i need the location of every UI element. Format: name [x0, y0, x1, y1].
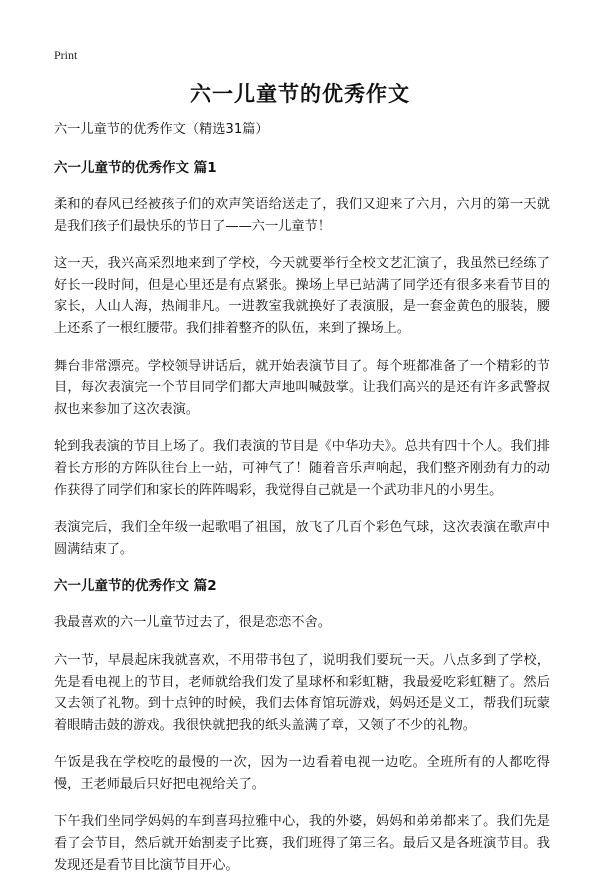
essay-section-2: [54, 576, 550, 876]
paragraph: 表演完后，我们全年级一起歌唱了祖国，放飞了几百个彩色气球，这次表演在歌声中圆满结束了。: [54, 520, 550, 557]
section-heading: 六一儿童节的优秀作文 篇1: [54, 160, 217, 176]
paragraph: 下午我们坐同学妈妈的车到喜玛拉雅中心，我的外婆，妈妈和弟弟都来了。我们先是看了会节目，然后就开始割麦子比赛，我们班得了第三名。最后又是各班演节目。我发现还是看节目比演节目开心。: [54, 814, 550, 873]
section-heading: 六一儿童节的优秀作文 篇2: [54, 578, 217, 595]
paragraph: 六一节，早晨起床我就喜欢，不用带书包了，说明我们要玩一天。八点多到了学校，先是看电视上的节目，老师就给我们发了星球杯和彩虹糖，我最爱吃彩虹糖了。然后又去领了礼物。到十点钟的时候，我们去体育馆玩游戏，妈妈还是义工，帮我们玩蒙着眼睛击鼓的游戏。我很快就把我的纸头盖满了章，又领了不少的礼物。: [54, 652, 550, 733]
essay-section-1: [54, 158, 550, 560]
paragraph: 轮到我表演的节目上场了。我们表演的节目是《中华功夫》。总共有四十个人。我们排着长方形的方阵队往台上一站，可神气了！随着音乐声响起，我们整齐刚劲有力的动作获得了同学们和家长的阵阵喝彩，我觉得自己就是一个武功非凡的小男生。: [54, 439, 550, 498]
paragraph: 舞台非常漂亮。学校领导讲话后，就开始表演节目了。每个班都准备了一个精彩的节目，每次表演完一个节目同学们都大声地叫喊鼓掌。让我们高兴的是还有许多武警叔叔也来参加了这次表演。: [54, 358, 550, 417]
article-body: [54, 120, 550, 892]
paragraph: 我最喜欢的六一儿童节过去了，很是恋恋不舍。: [54, 615, 331, 631]
page-title: 六一儿童节的优秀作文: [190, 82, 410, 106]
paragraph: 柔和的春风已经被孩子们的欢声笑语给送走了，我们又迎来了六月，六月的第一天就是我们孩子们最快乐的节日了——六一儿童节！: [54, 197, 550, 234]
article-subtitle: 六一儿童节的优秀作文（精选31篇）: [54, 122, 269, 137]
paragraph: 午饭是我在学校吃的最慢的一次，因为一边看着电视一边吃。全班所有的人都吃得慢，王老师最后只好把电视给关了。: [54, 755, 550, 792]
print-link[interactable]: Print: [54, 48, 78, 62]
paragraph: 这一天，我兴高采烈地来到了学校，今天就要举行全校文艺汇演了，我虽然已经练了好长一段时间，但是心里还是有点紧张。操场上早已站满了同学还有很多来看节目的家长，人山人海，热闹非凡。一进教室我就换好了表演服，是一套金黄色的服装，腰上还系了一根红腰带。我们排着整齐的队伍，来到了操场上。: [54, 256, 550, 336]
